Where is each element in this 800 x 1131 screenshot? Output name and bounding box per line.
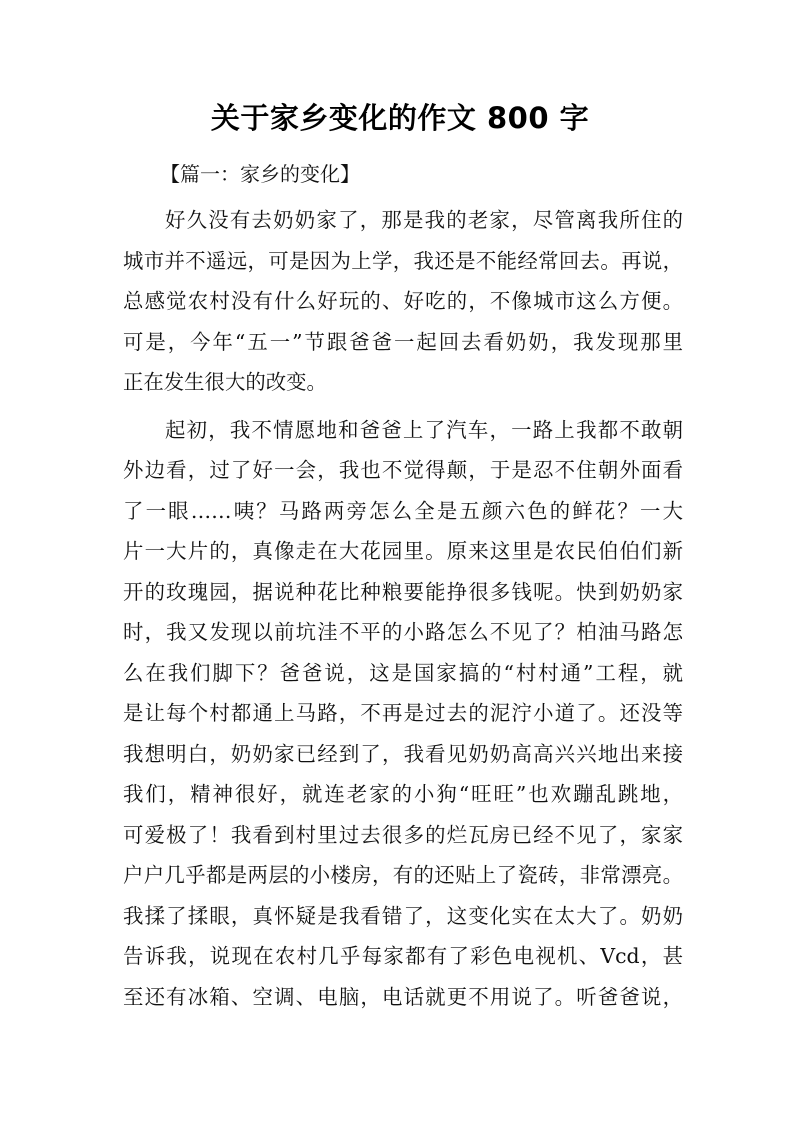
text-line: 外边看，过了好一会，我也不觉得颠，于是忍不住朝外面看 [123,458,683,482]
text-line: 告诉我，说现在农村几乎每家都有了彩色电视机、Vcd，甚 [123,944,683,968]
section-heading: 【篇一：家乡的变化】 [160,162,360,186]
text-line: 是让每个村都通上马路，不再是过去的泥泞小道了。还没等 [123,701,683,725]
text-line: 总感觉农村没有什么好玩的、好吃的，不像城市这么方便。 [123,289,683,313]
document-title: 关于家乡变化的作文 800 字 [210,101,590,135]
text-line: 城市并不遥远，可是因为上学，我还是不能经常回去。再说， [123,248,683,273]
text-line: 户户几乎都是两层的小楼房，有的还贴上了瓷砖，非常漂亮。 [123,863,683,887]
text-line: 时，我又发现以前坑洼不平的小路怎么不见了？柏油马路怎 [123,620,683,644]
text-line: 了一眼……咦？马路两旁怎么全是五颜六色的鲜花？一大 [123,498,683,523]
text-line: 我揉了揉眼，真怀疑是我看错了，这变化实在太大了。奶奶 [123,903,683,928]
text-line: 正在发生很大的改变。 [123,370,327,394]
text-line: 片一大片的，真像走在大花园里。原来这里是农民伯伯们新 [123,539,683,563]
text-line: 起初，我不情愿地和爸爸上了汽车，一路上我都不敢朝 [165,417,683,442]
text-line: 开的玫瑰园，据说种花比种粮要能挣很多钱呢。快到奶奶家 [123,579,683,604]
body-text [123,200,683,1017]
paragraph-gap [123,403,683,410]
text-line: 可是，今年“五一”节跟爸爸一起回去看奶奶，我发现那里 [123,329,683,354]
text-line: 么在我们脚下？爸爸说，这是国家搞的“村村通”工程，就 [123,660,683,685]
text-line: 我想明白，奶奶家已经到了，我看见奶奶高高兴兴地出来接 [123,741,683,766]
text-line: 我们，精神很好，就连老家的小狗“旺旺”也欢蹦乱跳地， [123,782,683,806]
text-line: 可爱极了！我看到村里过去很多的烂瓦房已经不见了，家家 [123,822,683,847]
text-line: 好久没有去奶奶家了，那是我的老家，尽管离我所住的 [165,208,683,232]
text-line: 至还有冰箱、空调、电脑，电话就更不用说了。听爸爸说， [123,984,683,1009]
